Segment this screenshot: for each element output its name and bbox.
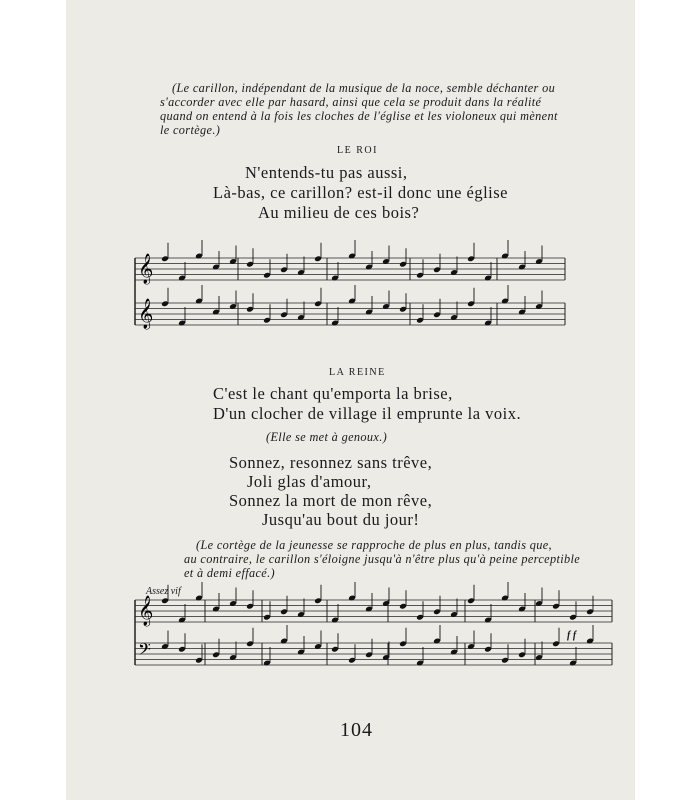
treble-clef-icon: 𝄞 (138, 596, 154, 626)
verse-line: C'est le chant qu'emporta la brise, (213, 384, 453, 403)
verse-line: Jusqu'au bout du jour! (262, 510, 420, 529)
page-number: 104 (340, 719, 373, 741)
verse-line: Joli glas d'amour, (247, 472, 372, 491)
verse-line: Là-bas, ce carillon? est-il donc une église (213, 183, 509, 202)
stage-direction-line: et à demi effacé.) (184, 566, 275, 580)
stage-direction-line: le cortège.) (160, 123, 221, 137)
verse-line: Au milieu de ces bois? (258, 203, 420, 222)
character-name: LA REINE (329, 367, 386, 378)
stage-direction-line: (Le carillon, indépendant de la musique de la noce, semble déchanter ou (172, 81, 556, 95)
verse-line: N'entends-tu pas aussi, (245, 163, 408, 182)
verse-line: D'un clocher de village il emprunte la voix. (213, 404, 522, 423)
stage-direction: (Elle se met à genoux.) (266, 430, 388, 444)
stage-direction-line: au contraire, le carillon s'éloigne jusqu'à n'être plus qu'à peine perceptible (184, 552, 581, 566)
stage-direction-line: quand on entend à la fois les cloches de l'église et les violoneux qui mènent (160, 109, 558, 123)
stage-direction-line: s'accorder avec elle par hasard, ainsi que cela se produit dans la réalité (160, 95, 542, 109)
treble-clef-icon: 𝄞 (138, 299, 154, 329)
verse-line: Sonnez, resonnez sans trêve, (229, 453, 433, 472)
dynamic-marking: f f (567, 630, 577, 641)
bass-clef-icon: 𝄢 (138, 639, 151, 663)
tempo-marking: Assez vif (146, 586, 181, 597)
stage-direction-line: (Le cortège de la jeunesse se rapproche de plus en plus, tandis que, (196, 538, 552, 552)
character-name: LE ROI (337, 145, 378, 156)
treble-clef-icon: 𝄞 (138, 254, 154, 284)
verse-line: Sonnez la mort de mon rêve, (229, 491, 433, 510)
